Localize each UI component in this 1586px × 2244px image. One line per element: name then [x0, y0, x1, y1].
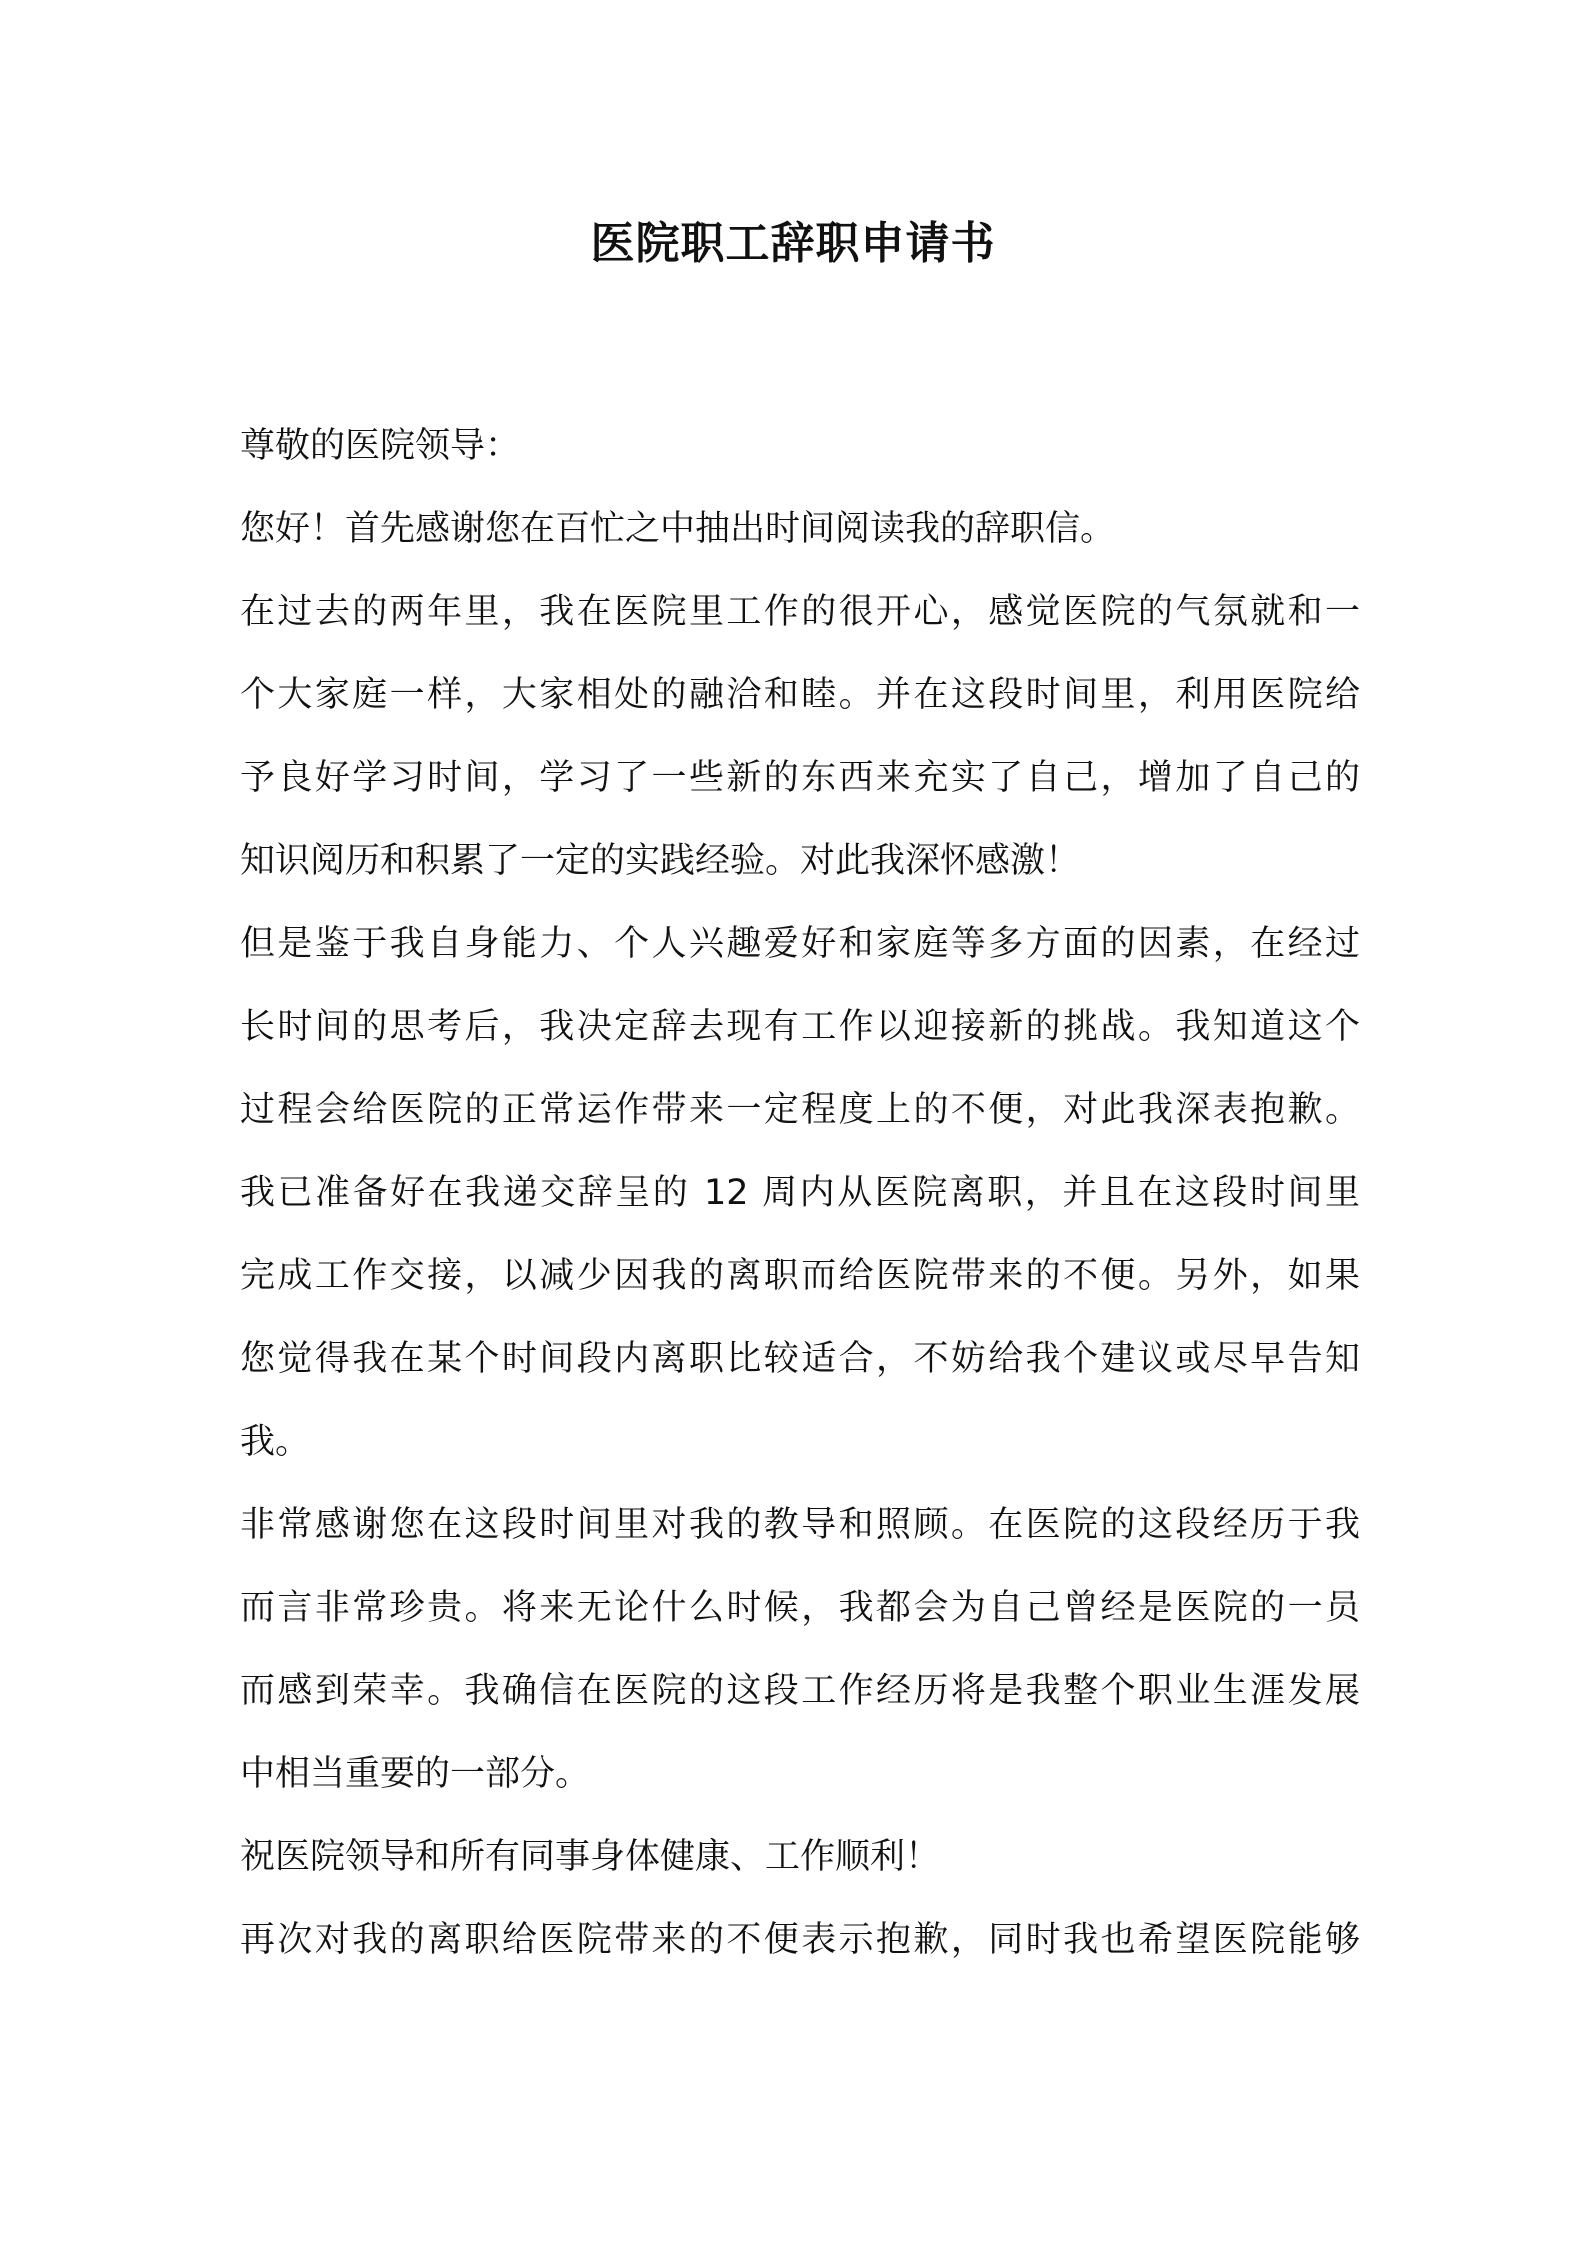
letter-line: 知识阅历和积累了一定的实践经验。对此我深怀感激！	[240, 841, 1081, 881]
letter-line: 您觉得我在某个时间段内离职比较适合，不妨给我个建议或尽早告知	[240, 1339, 1360, 1379]
letter-line: 我。	[240, 1422, 311, 1462]
letter-line: 予良好学习时间，学习了一些新的东西来充实了自己，增加了自己的	[240, 758, 1360, 798]
letter-line: 您好！首先感谢您在百忙之中抽出时间阅读我的辞职信。	[240, 509, 1116, 549]
letter-line: 完成工作交接，以减少因我的离职而给医院带来的不便。另外，如果	[240, 1256, 1360, 1296]
letter-line: 在过去的两年里，我在医院里工作的很开心，感觉医院的气氛就和一	[240, 592, 1360, 632]
letter-line: 我已准备好在我递交辞呈的 12 周内从医院离职，并且在这段时间里	[240, 1173, 1360, 1213]
letter-line: 但是鉴于我自身能力、个人兴趣爱好和家庭等多方面的因素，在经过	[240, 924, 1360, 964]
letter-line: 尊敬的医院领导：	[240, 426, 521, 466]
letter-body	[240, 405, 1360, 1982]
letter-line: 过程会给医院的正常运作带来一定程度上的不便，对此我深表抱歉。	[240, 1090, 1360, 1130]
letter-line: 长时间的思考后，我决定辞去现有工作以迎接新的挑战。我知道这个	[240, 1007, 1360, 1047]
letter-line: 而感到荣幸。我确信在医院的这段工作经历将是我整个职业生涯发展	[240, 1671, 1360, 1711]
letter-line: 祝医院领导和所有同事身体健康、工作顺利！	[240, 1837, 941, 1877]
document-title: 医院职工辞职申请书	[590, 218, 996, 269]
letter-line: 再次对我的离职给医院带来的不便表示抱歉，同时我也希望医院能够	[240, 1920, 1360, 1960]
letter-line: 中相当重要的一部分。	[240, 1754, 591, 1794]
letter-line: 而言非常珍贵。将来无论什么时候，我都会为自己曾经是医院的一员	[240, 1588, 1360, 1628]
letter-line: 个大家庭一样，大家相处的融洽和睦。并在这段时间里，利用医院给	[240, 675, 1360, 715]
letter-line: 非常感谢您在这段时间里对我的教导和照顾。在医院的这段经历于我	[240, 1505, 1360, 1545]
